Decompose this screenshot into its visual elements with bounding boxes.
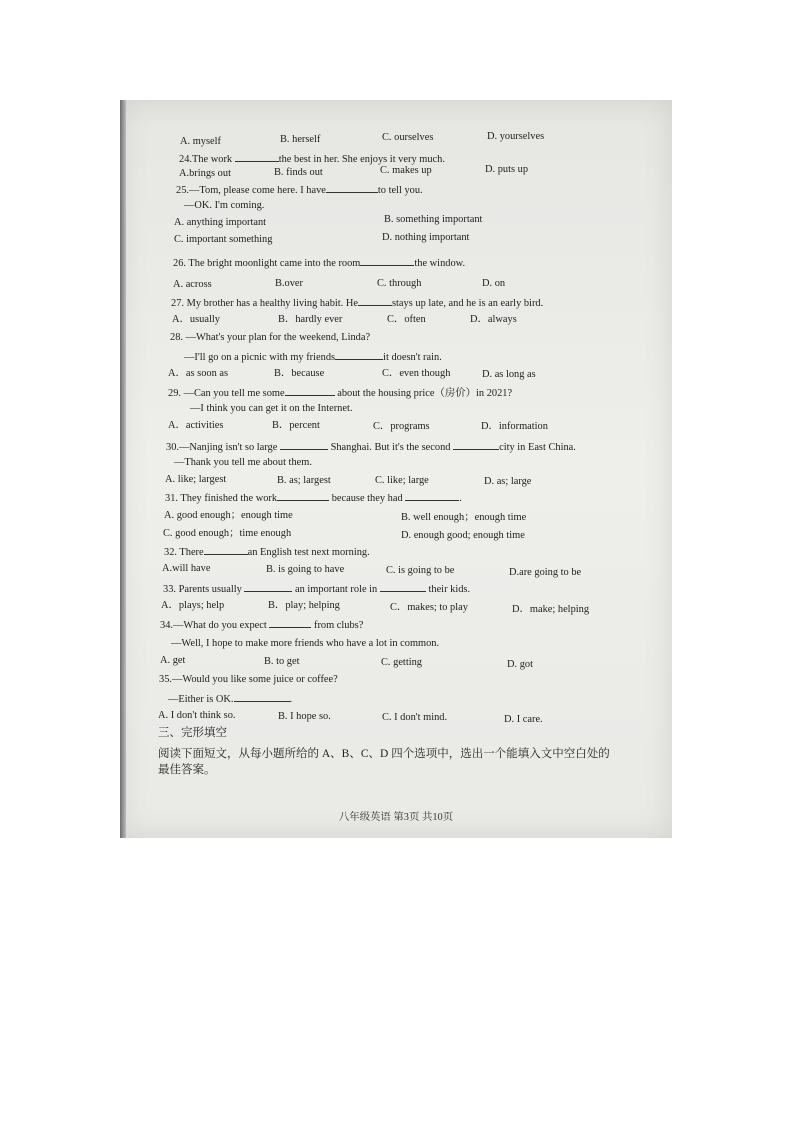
exam-page bbox=[120, 100, 672, 838]
q32-stem-start: 32. There bbox=[164, 547, 204, 558]
q30-blank-2 bbox=[453, 439, 499, 450]
q27-option-a: A．usually bbox=[172, 314, 220, 325]
q29-option-d: D．information bbox=[481, 421, 548, 432]
q33-blank-2 bbox=[380, 581, 426, 592]
q26-stem bbox=[173, 255, 465, 270]
q28-response-end: it doesn't rain. bbox=[383, 352, 442, 363]
q33-stem-end: their kids. bbox=[428, 584, 471, 595]
q25-option-d: D. nothing important bbox=[382, 232, 470, 243]
q26-option-a: A. across bbox=[173, 279, 212, 290]
q28-option-b: B．because bbox=[274, 368, 325, 379]
q34-option-a: A. get bbox=[160, 655, 186, 666]
q33-stem bbox=[163, 581, 470, 596]
q29-option-c: C．programs bbox=[373, 421, 430, 432]
q31-blank-1 bbox=[277, 490, 329, 501]
q27-option-b: B．hardly ever bbox=[278, 314, 343, 325]
q27-stem-end: stays up late, and he is an early bird. bbox=[392, 298, 544, 309]
q23-option-d: D. yourselves bbox=[487, 131, 545, 142]
q29-blank bbox=[285, 385, 335, 396]
section-3-title: 三、完形填空 bbox=[158, 727, 227, 739]
q32-option-d: D.are going to be bbox=[509, 567, 582, 578]
q25-option-b: B. something important bbox=[384, 214, 483, 225]
q35-option-a: A. I don't think so. bbox=[158, 710, 236, 721]
q29-option-b: B．percent bbox=[272, 420, 320, 431]
q31-stem-mid: because they had bbox=[331, 493, 403, 504]
section-3-instruction-line-2: 最佳答案。 bbox=[158, 764, 216, 776]
q24-stem-start: 24.The work bbox=[179, 154, 235, 165]
q35-response-end: . bbox=[289, 694, 293, 705]
q31-blank-2 bbox=[405, 490, 459, 501]
q34-option-c: C. getting bbox=[381, 657, 422, 668]
q35-response-start: —Either is OK. bbox=[168, 694, 234, 705]
q24-option-d: D. puts up bbox=[485, 164, 529, 175]
q24-stem-end: the best in her. She enjoys it very much. bbox=[278, 154, 445, 165]
q30-option-c: C. like; large bbox=[375, 475, 429, 486]
q32-option-a: A.will have bbox=[162, 563, 211, 574]
q32-option-b: B. is going to have bbox=[266, 564, 345, 575]
q28-option-a: A．as soon as bbox=[168, 368, 229, 379]
q35-stem: 35.—Would you like some juice or coffee? bbox=[159, 674, 338, 685]
q25-stem bbox=[176, 182, 423, 197]
q34-option-d: D. got bbox=[507, 659, 533, 670]
q26-option-d: D. on bbox=[482, 278, 506, 289]
q30-option-a: A. like; largest bbox=[165, 474, 227, 485]
q25-stem-end: to tell you. bbox=[377, 185, 423, 196]
q33-option-c: C．makes; to play bbox=[390, 602, 468, 613]
q23-option-c: C. ourselves bbox=[382, 132, 434, 143]
q29-stem-end: about the housing price（房价）in 2021? bbox=[337, 388, 513, 399]
q32-stem bbox=[164, 544, 370, 559]
q34-stem-start: 34.—What do you expect bbox=[160, 620, 267, 631]
q33-stem-mid: an important role in bbox=[295, 584, 378, 595]
q30-stem bbox=[166, 439, 576, 454]
q33-blank-1 bbox=[244, 581, 292, 592]
q32-option-c: C. is going to be bbox=[386, 565, 455, 576]
q35-option-d: D. I care. bbox=[504, 714, 543, 725]
q30-blank-1 bbox=[280, 439, 328, 450]
q33-option-d: D．make; helping bbox=[512, 604, 590, 615]
q27-option-c: C．often bbox=[387, 314, 426, 325]
q34-blank bbox=[269, 617, 311, 628]
q26-stem-end: the window. bbox=[414, 258, 466, 269]
q27-option-d: D．always bbox=[470, 314, 517, 325]
q34-stem-end: from clubs? bbox=[313, 620, 364, 631]
q28-option-c: C．even though bbox=[382, 368, 451, 379]
q24-option-a: A.brings out bbox=[179, 168, 231, 179]
q26-option-b: B.over bbox=[275, 278, 303, 289]
q27-stem bbox=[171, 295, 543, 310]
q34-option-b: B. to get bbox=[264, 656, 300, 667]
q33-option-b: B．play; helping bbox=[268, 600, 340, 611]
q31-stem-end: . bbox=[459, 493, 462, 504]
q35-option-c: C. I don't mind. bbox=[382, 712, 448, 723]
q33-option-a: A．plays; help bbox=[161, 600, 225, 611]
q28-blank bbox=[335, 349, 383, 360]
q27-stem-start: 27. My brother has a healthy living habit. He bbox=[171, 298, 358, 309]
q30-response: —Thank you tell me about them. bbox=[174, 457, 312, 468]
q34-response: —Well, I hope to make more friends who have a lot in common. bbox=[171, 638, 440, 649]
q24-option-c: C. makes up bbox=[380, 165, 432, 176]
q28-stem: 28. —What's your plan for the weekend, Linda? bbox=[170, 332, 371, 343]
q29-option-a: A．activities bbox=[168, 420, 224, 431]
q30-stem-mid: Shanghai. But it's the second bbox=[330, 442, 451, 453]
q30-option-d: D. as; large bbox=[484, 476, 532, 487]
q24-blank bbox=[235, 151, 279, 162]
q26-blank bbox=[360, 255, 414, 266]
q25-stem-start: 25.—Tom, please come here. I have bbox=[176, 185, 326, 196]
q26-option-c: C. through bbox=[377, 278, 422, 289]
q29-stem-start: 29. —Can you tell me some bbox=[168, 388, 285, 399]
q25-response: —OK. I'm coming. bbox=[184, 200, 265, 211]
q35-response bbox=[168, 691, 292, 706]
q31-option-b: B. well enough；enough time bbox=[401, 512, 527, 523]
q25-option-c: C. important something bbox=[174, 234, 273, 245]
q29-stem bbox=[168, 385, 512, 400]
q31-option-a: A. good enough；enough time bbox=[164, 510, 293, 521]
q26-stem-start: 26. The bright moonlight came into the room bbox=[173, 258, 361, 269]
q29-response: —I think you can get it on the Internet. bbox=[190, 403, 353, 414]
bleed-through-text bbox=[540, 130, 670, 790]
q31-stem-start: 31. They finished the work bbox=[165, 493, 278, 504]
q35-option-b: B. I hope so. bbox=[278, 711, 331, 722]
q31-option-d: D. enough good; enough time bbox=[401, 530, 525, 541]
q31-option-c: C. good enough；time enough bbox=[163, 528, 292, 539]
q30-stem-start: 30.—Nanjing isn't so large bbox=[166, 442, 278, 453]
q23-option-b: B. herself bbox=[280, 134, 321, 145]
q32-blank bbox=[204, 544, 248, 555]
q30-option-b: B. as; largest bbox=[277, 475, 331, 486]
section-3-instruction-line-1: 阅读下面短文，从每小题所给的 A、B、C、D 四个选项中，选出一个能填入文中空白处的 bbox=[158, 748, 610, 760]
q32-stem-end: an English test next morning. bbox=[247, 547, 370, 558]
q25-option-a: A. anything important bbox=[174, 217, 267, 228]
page-footer: 八年级英语 第3页 共10页 bbox=[338, 812, 454, 823]
q27-blank bbox=[358, 295, 392, 306]
q31-stem bbox=[165, 490, 462, 505]
q34-stem bbox=[160, 617, 363, 632]
q23-option-a: A. myself bbox=[180, 136, 221, 147]
q35-blank bbox=[234, 691, 290, 702]
q25-blank bbox=[326, 182, 378, 193]
q33-stem-start: 33. Parents usually bbox=[163, 584, 242, 595]
q30-stem-end: city in East China. bbox=[499, 442, 576, 453]
q28-option-d: D. as long as bbox=[482, 369, 536, 380]
q24-option-b: B. finds out bbox=[274, 167, 323, 178]
q28-response-start: —I'll go on a picnic with my friends bbox=[184, 352, 336, 363]
q28-response bbox=[184, 349, 442, 364]
